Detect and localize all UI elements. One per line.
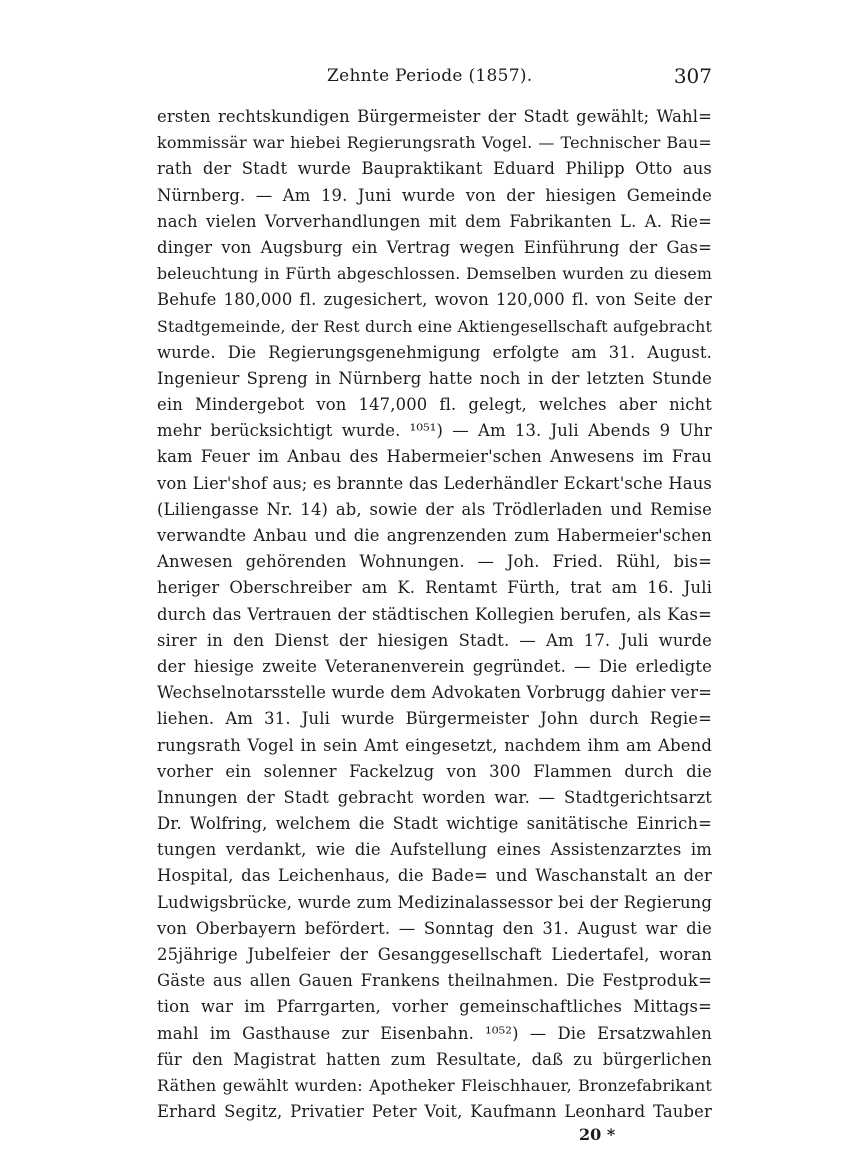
text-line: Innungen der Stadt gebracht worden war. — Stadtgerichtsarzt xyxy=(157,787,712,807)
text-line: durch das Vertrauen der städtischen Kollegien berufen, als Kas= xyxy=(157,604,712,624)
text-line: verwandte Anbau und die angrenzenden zum Habermeier'schen xyxy=(157,526,712,545)
text-line: dinger von Augsburg ein Vertrag wegen Einführung der Gas= xyxy=(157,237,712,257)
page-header xyxy=(157,64,712,94)
text-line: ersten rechtskundigen Bürgermeister der Stadt gewählt; Wahl= xyxy=(157,107,712,126)
text-line: beleuchtung in Fürth abgeschlossen. Demselben wurden zu diesem xyxy=(157,264,712,284)
text-line: Nürnberg. — Am 19. Juni wurde von der hiesigen Gemeinde xyxy=(157,185,712,205)
text-line: kam Feuer im Anbau des Habermeier'schen Anwesens im Frau xyxy=(157,447,712,467)
text-line: heriger Oberschreiber am K. Rentamt Fürth, trat am 16. Juli xyxy=(157,578,712,598)
text-line: Dr. Wolfring, welchem die Stadt wichtige sanitätische Einrich= xyxy=(157,814,712,834)
text-line: nach vielen Vorverhandlungen mit dem Fabrikanten L. A. Rie= xyxy=(157,211,712,231)
text-line: mehr berücksichtigt wurde. ¹⁰⁵¹) — Am 13. Juli Abends 9 Uhr xyxy=(157,421,712,441)
text-line: der hiesige zweite Veteranenverein gegründet. — Die erledigte xyxy=(157,656,712,676)
book-page xyxy=(157,64,712,1149)
text-line: von Oberbayern befördert. — Sonntag den 31. August war die xyxy=(157,918,712,938)
text-line: rath der Stadt wurde Baupraktikant Eduard Philipp Otto aus xyxy=(157,159,712,179)
body-text xyxy=(157,104,712,1125)
text-line: sirer in den Dienst der hiesigen Stadt. — Am 17. Juli wurde xyxy=(157,630,712,650)
text-line: Ingenieur Spreng in Nürnberg hatte noch in der letzten Stunde xyxy=(157,368,712,388)
text-line: Wechselnotarsstelle wurde dem Advokaten Vorbrugg dahier ver= xyxy=(157,683,712,703)
text-line: rungsrath Vogel in sein Amt eingesetzt, nachdem ihm am Abend xyxy=(157,735,712,755)
text-line: tungen verdankt, wie die Aufstellung eines Assistenzarztes im xyxy=(157,840,712,860)
text-line: (Liliengasse Nr. 14) ab, sowie der als Trödlerladen und Remise xyxy=(157,499,712,519)
running-head: Zehnte Periode (1857). xyxy=(327,66,533,86)
page-number: 307 xyxy=(673,64,712,88)
text-line: für den Magistrat hatten zum Resultate, daß zu bürgerlichen xyxy=(157,1049,712,1069)
text-line: kommissär war hiebei Regierungsrath Vogel. — Technischer Bau= xyxy=(157,133,712,153)
text-line: von Lier'shof aus; es brannte das Lederhändler Eckart'sche Haus xyxy=(157,473,712,493)
text-line: tion war im Pfarrgarten, vorher gemeinschaftliches Mittags= xyxy=(157,997,712,1017)
text-line: Anwesen gehörenden Wohnungen. — Joh. Fried. Rühl, bis= xyxy=(157,552,712,572)
text-line: Erhard Segitz, Privatier Peter Voit, Kaufmann Leonhard Tauber xyxy=(157,1102,712,1122)
page-footer xyxy=(157,1125,712,1149)
text-line: wurde. Die Regierungsgenehmigung erfolgte am 31. August. xyxy=(157,342,712,362)
text-line: Gäste aus allen Gauen Frankens theilnahmen. Die Festproduk= xyxy=(157,971,712,991)
text-line: mahl im Gasthause zur Eisenbahn. ¹⁰⁵²) — Die Ersatzwahlen xyxy=(157,1023,712,1043)
text-line: 25jährige Jubelfeier der Gesanggesellschaft Liedertafel, woran xyxy=(157,945,712,964)
text-line: vorher ein solenner Fackelzug von 300 Flammen durch die xyxy=(157,761,712,781)
text-line: Räthen gewählt wurden: Apotheker Fleischhauer, Bronzefabrikant xyxy=(157,1075,712,1095)
text-line: ein Mindergebot von 147,000 fl. gelegt, welches aber nicht xyxy=(157,395,712,415)
signature-mark: 20 * xyxy=(579,1125,616,1145)
text-line: Ludwigsbrücke, wurde zum Medizinalassessor bei der Regierung xyxy=(157,892,712,912)
text-line: liehen. Am 31. Juli wurde Bürgermeister John durch Regie= xyxy=(157,709,712,729)
text-line: Hospital, das Leichenhaus, die Bade= und Waschanstalt an der xyxy=(157,866,712,886)
text-line: Behufe 180,000 fl. zugesichert, wovon 120,000 fl. von Seite der xyxy=(157,290,712,310)
text-line: Stadtgemeinde, der Rest durch eine Aktiengesellschaft aufgebracht xyxy=(157,316,712,336)
